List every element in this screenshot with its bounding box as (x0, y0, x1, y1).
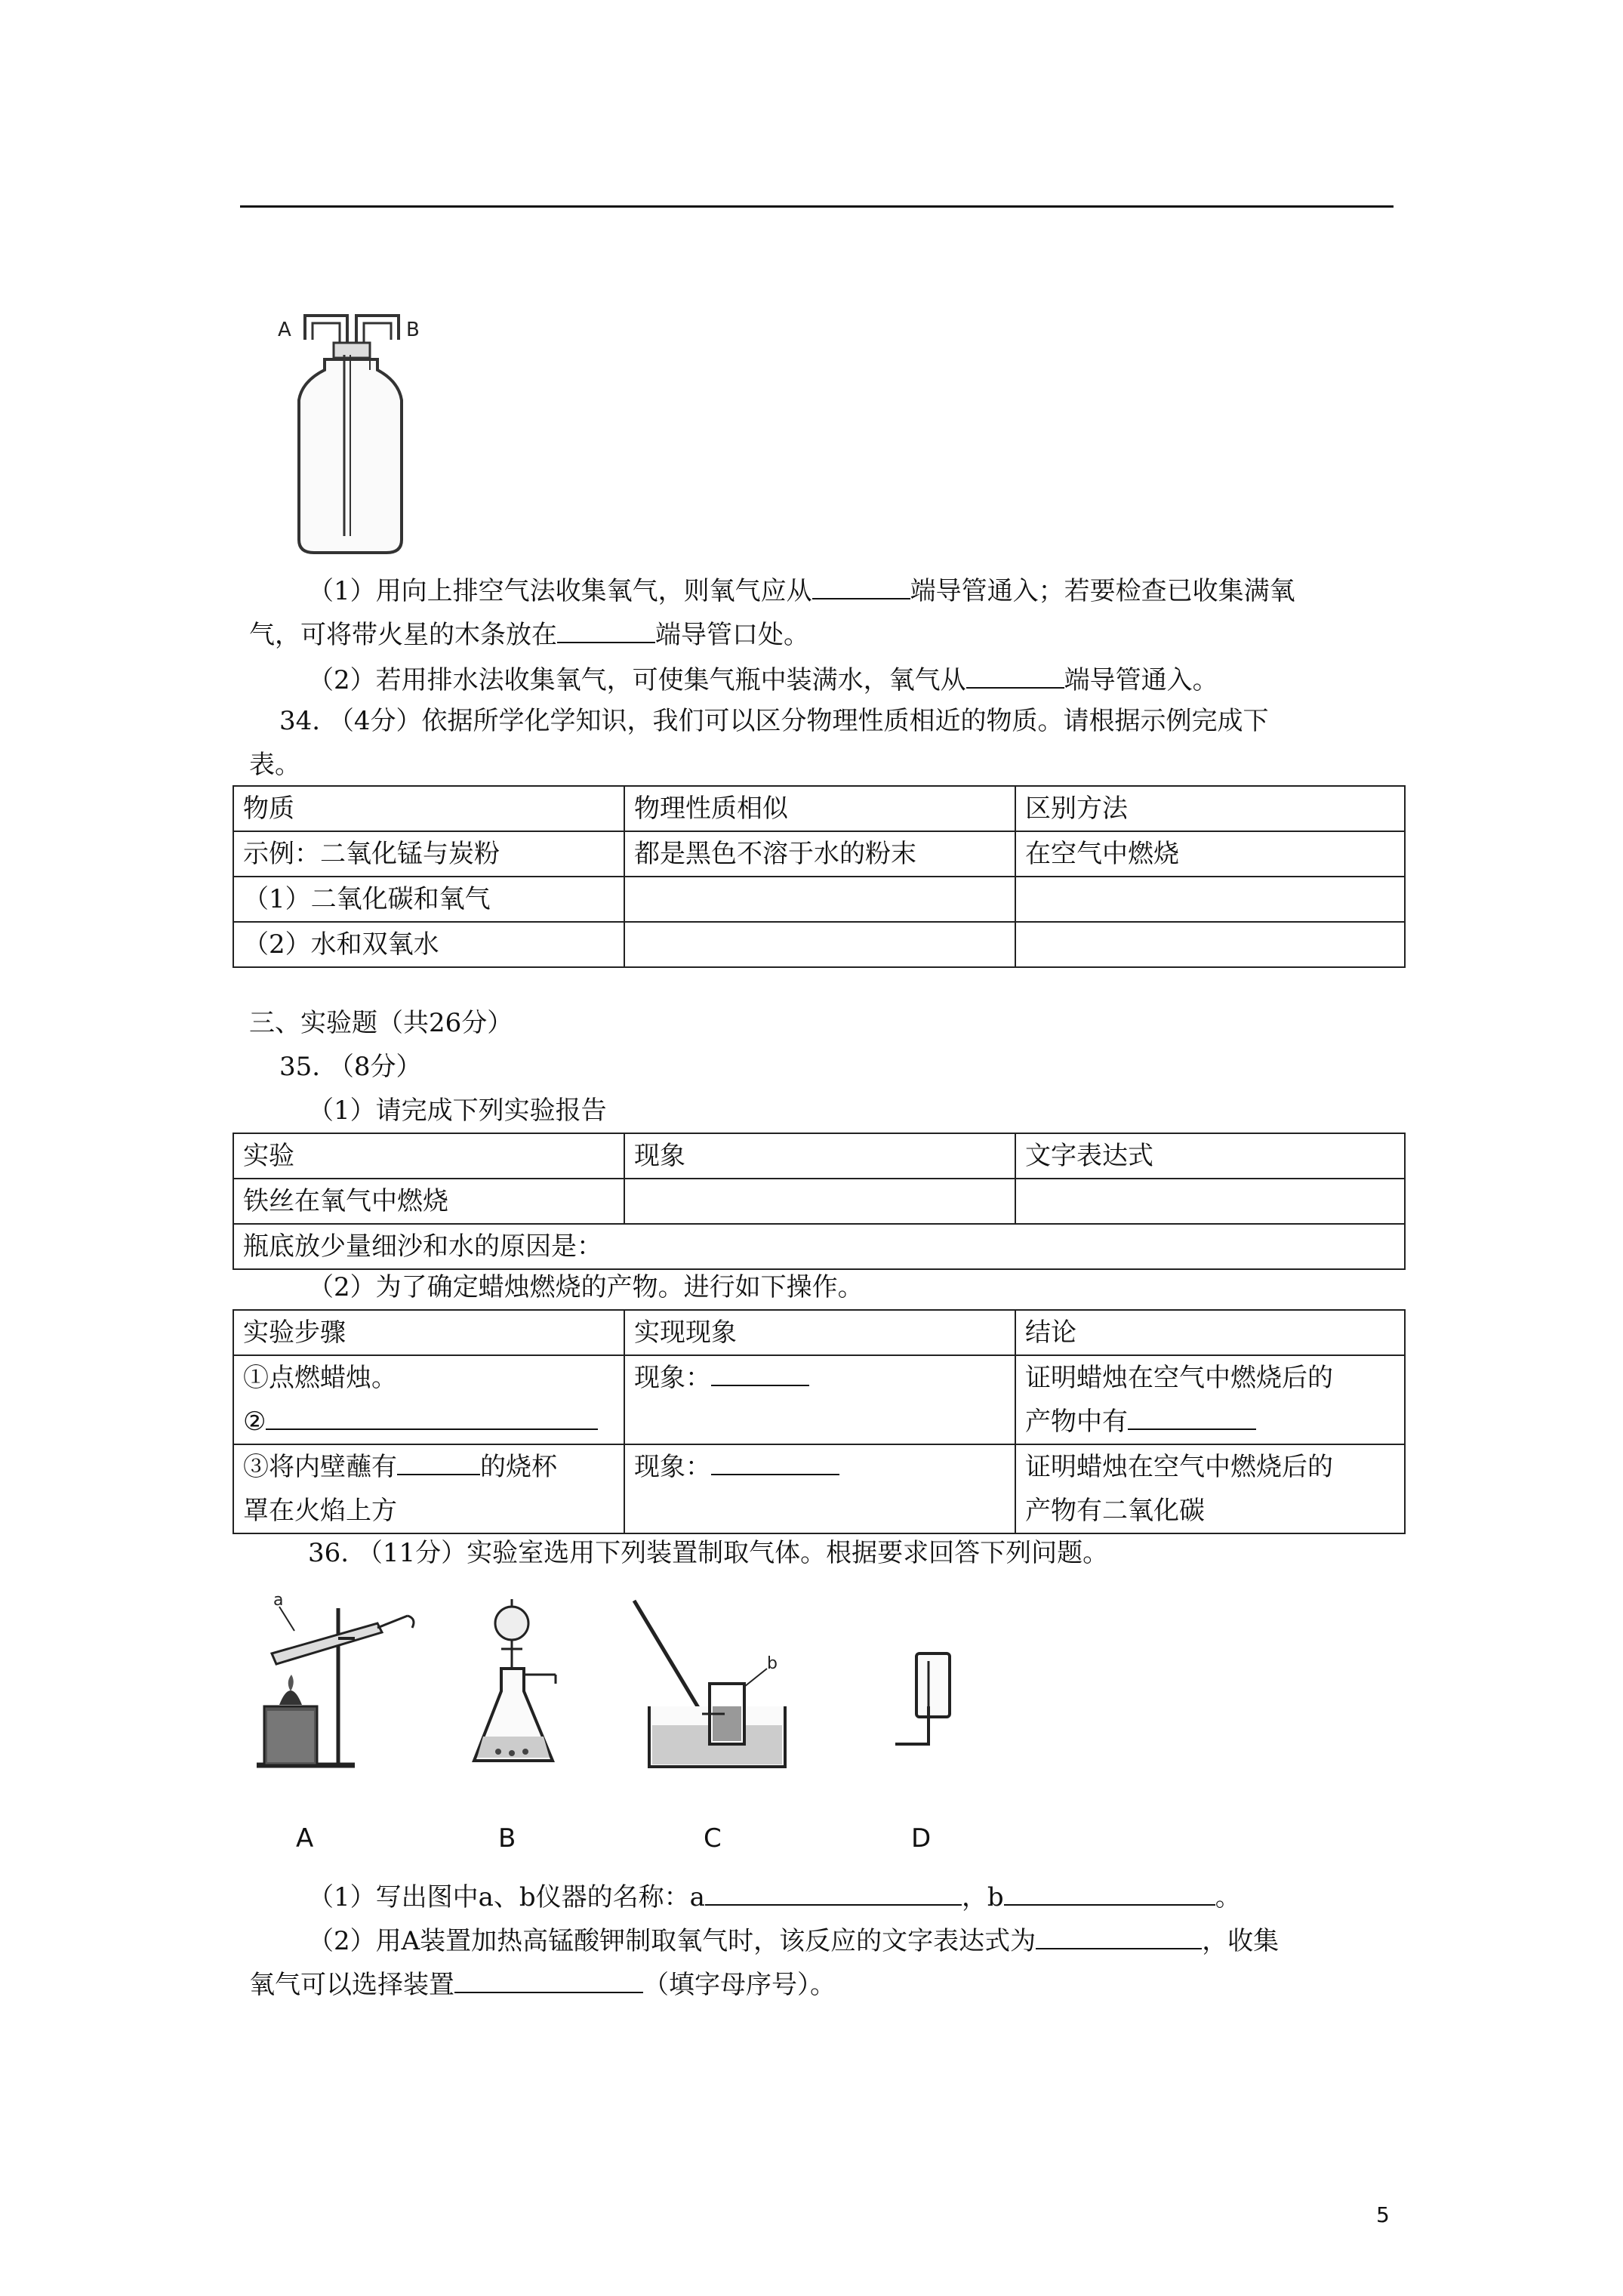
blank-q33-1[interactable] (812, 575, 910, 599)
q35t2-r2-concl: 证明蜡烛在空气中燃烧后的 产物有二氧化碳 (1015, 1444, 1405, 1533)
q34-table (233, 785, 1406, 968)
blank-phen2[interactable] (711, 1451, 839, 1475)
section3-title: 三、实验题（共26分） (249, 1008, 513, 1038)
q35t1-r1c2[interactable] (1015, 1179, 1405, 1224)
q34-r2c2[interactable] (1015, 922, 1405, 967)
q34-prompt-line1: 34. （4分）依据所学化学知识，我们可以区分物理性质相近的物质。请根据示例完成下 (279, 706, 1269, 736)
q35-report-table (233, 1133, 1406, 1270)
q36-part2-line2: 氧气可以选择装置 （填字母序号）。 (249, 1970, 836, 2000)
q35-part1: （1）请完成下列实验报告 (308, 1096, 607, 1126)
q33-part1-line1: （1）用向上排空气法收集氧气，则氧气应从 端导管通入；若要检查已收集满氧 (308, 576, 1295, 606)
blank-instrument-a[interactable] (705, 1881, 962, 1906)
blank-device[interactable] (454, 1969, 643, 1993)
apparatus-label-A: A (296, 1823, 314, 1854)
q35t1-header-phen: 现象 (624, 1133, 1015, 1179)
q34-r0c1: 都是黑色不溶于水的粉末 (624, 831, 1015, 877)
apparatus-label-D: D (911, 1823, 932, 1854)
q35t2-header-concl: 结论 (1015, 1310, 1405, 1355)
q35t1-header-eq: 文字表达式 (1015, 1133, 1405, 1179)
q34-r0c0: 示例：二氧化锰与炭粉 (233, 831, 624, 877)
q34-prompt-line2: 表。 (249, 750, 300, 780)
q34-r1c0: （1）二氧化碳和氧气 (233, 877, 624, 922)
gas-bottle-figure (272, 310, 423, 559)
blank-q33-3[interactable] (966, 664, 1064, 689)
q35-part2: （2）为了确定蜡烛燃烧的产物。进行如下操作。 (308, 1272, 864, 1302)
q34-r2c1[interactable] (624, 922, 1015, 967)
apparatus-b-figure (468, 1593, 574, 1782)
apparatus-d-figure (883, 1631, 959, 1767)
apparatus-c-figure (619, 1593, 808, 1782)
apparatus-label-B: B (498, 1823, 516, 1854)
blank-step2[interactable] (266, 1406, 598, 1430)
q35t1-r1c1[interactable] (624, 1179, 1015, 1224)
q34-r2c0: （2）水和双氧水 (233, 922, 624, 967)
q35t2-r2-phen: 现象： (624, 1444, 1015, 1533)
q36-title: 36. （11分）实验室选用下列装置制取气体。根据要求回答下列问题。 (308, 1538, 1109, 1568)
blank-equation[interactable] (1036, 1925, 1202, 1949)
q33-part2: （2）若用排水法收集氧气，可使集气瓶中装满水，氧气从 端导管通入。 (308, 665, 1218, 695)
q35t1-r1c0: 铁丝在氧气中燃烧 (233, 1179, 624, 1224)
q35t2-r1-concl: 证明蜡烛在空气中燃烧后的 产物中有 (1015, 1355, 1405, 1444)
q35t1-header-exp: 实验 (233, 1133, 624, 1179)
q35t2-header-phen: 实现现象 (624, 1310, 1015, 1355)
blank-step3[interactable] (397, 1451, 480, 1475)
blank-phen1[interactable] (711, 1362, 809, 1386)
q34-r1c1[interactable] (624, 877, 1015, 922)
q34-r1c2[interactable] (1015, 877, 1405, 922)
q34-header-method: 区别方法 (1015, 786, 1405, 831)
page-number: 5 (1376, 2202, 1390, 2227)
apparatus-a-figure (249, 1593, 423, 1782)
q35t2-r1-phen: 现象： (624, 1355, 1015, 1444)
q33-part1-line2: 气，可将带火星的木条放在 端导管口处。 (249, 620, 809, 650)
q36-part1: （1）写出图中a、b仪器的名称：a ，b 。 (308, 1882, 1241, 1912)
blank-q33-2[interactable] (557, 619, 655, 643)
bottle-label-a: A (278, 319, 291, 341)
q34-header-substance: 物质 (233, 786, 624, 831)
q35-title: 35. （8分） (279, 1052, 422, 1082)
header-rule (240, 205, 1394, 208)
q35-candle-table (233, 1309, 1406, 1534)
apparatus-c-label-b: b (767, 1654, 778, 1673)
q36-part2-line1: （2）用A装置加热高锰酸钾制取氧气时，该反应的文字表达式为 ，收集 (308, 1926, 1280, 1956)
bottle-label-b: B (406, 319, 420, 341)
apparatus-a-label-a: a (273, 1593, 284, 1610)
q35t1-reason[interactable]: 瓶底放少量细沙和水的原因是： (233, 1224, 1405, 1269)
q35t2-r1-step: ①点燃蜡烛。 ② (233, 1355, 624, 1444)
q34-header-property: 物理性质相似 (624, 786, 1015, 831)
q34-r0c2: 在空气中燃烧 (1015, 831, 1405, 877)
q35t2-header-step: 实验步骤 (233, 1310, 624, 1355)
q35t2-r2-step: ③将内壁蘸有 的烧杯 罩在火焰上方 (233, 1444, 624, 1533)
apparatus-label-C: C (704, 1823, 722, 1854)
blank-instrument-b[interactable] (1004, 1881, 1215, 1906)
blank-concl1[interactable] (1128, 1406, 1256, 1430)
